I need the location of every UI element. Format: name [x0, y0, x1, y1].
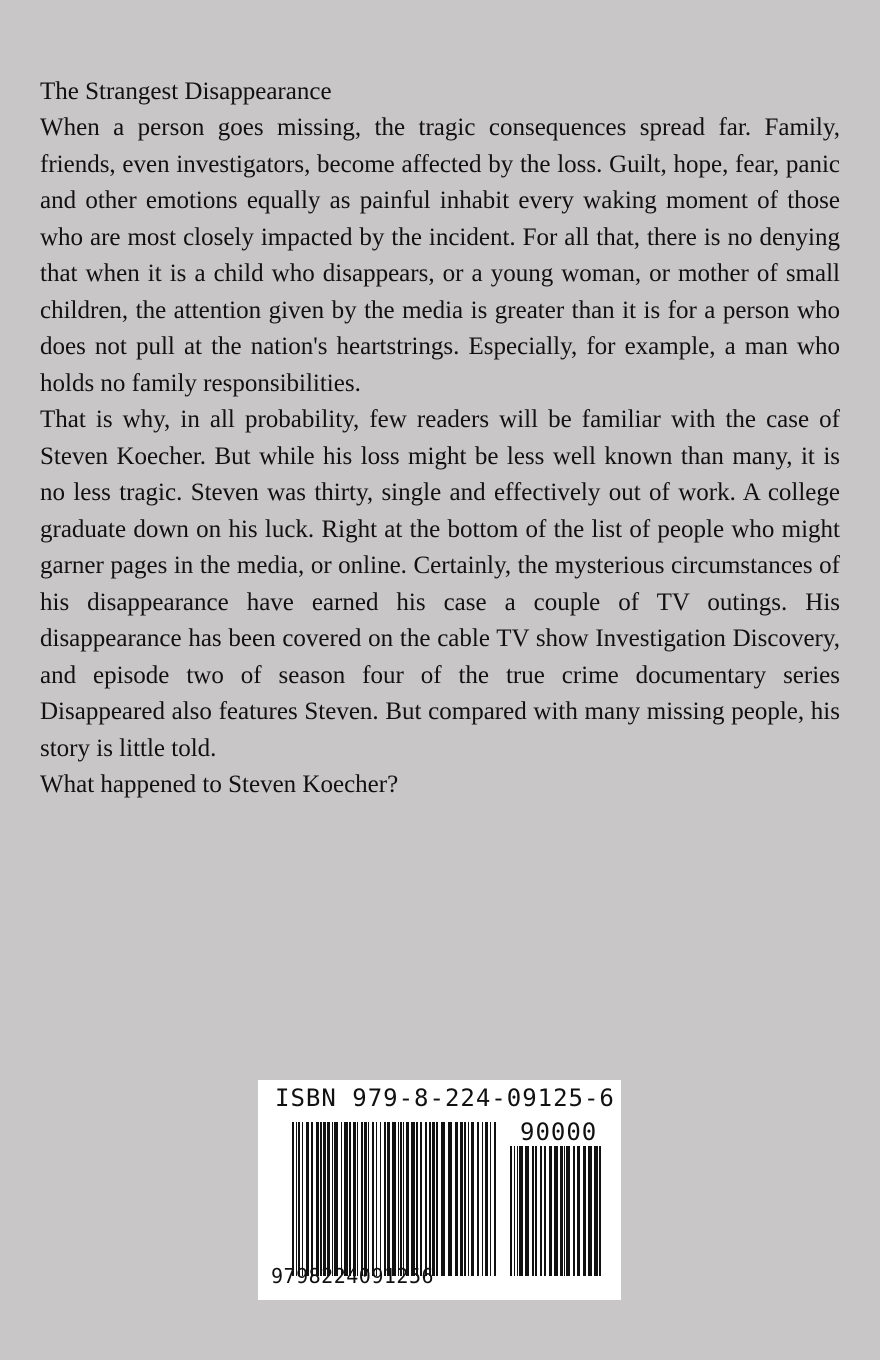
ean-bar — [416, 1122, 418, 1276]
ean-bar — [376, 1122, 377, 1276]
ean-bar — [432, 1122, 435, 1276]
ean-bar — [387, 1122, 390, 1276]
ean-bar — [455, 1122, 458, 1276]
ean-bar — [344, 1122, 348, 1276]
ean-bar — [411, 1122, 415, 1276]
ean-bar — [406, 1122, 409, 1276]
addon-bar — [583, 1146, 586, 1276]
closing-question: What happened to Steven Koecher? — [40, 771, 399, 798]
addon-bar — [517, 1146, 518, 1276]
addon-bar — [525, 1146, 529, 1276]
book-blurb-title: The Strangest Disappearance — [40, 78, 332, 105]
addon-bar — [532, 1146, 534, 1276]
ean-bar — [323, 1122, 326, 1276]
addon-bar — [549, 1146, 552, 1276]
ean-bar — [429, 1122, 431, 1276]
ean-bar — [460, 1122, 463, 1276]
ean-bar — [384, 1122, 386, 1276]
addon-bar — [535, 1146, 537, 1276]
addon-bar — [510, 1146, 512, 1276]
ean-bar — [403, 1122, 404, 1276]
ean-bar — [425, 1122, 427, 1276]
addon-bar — [544, 1146, 546, 1276]
ean-bar — [448, 1122, 452, 1276]
ean-bar — [477, 1122, 479, 1276]
addon-bar — [540, 1146, 542, 1276]
ean-bar — [441, 1122, 445, 1276]
ean-bar — [464, 1122, 466, 1276]
ean-bar — [349, 1122, 351, 1276]
ean-bar — [353, 1122, 356, 1276]
ean-bar — [490, 1122, 491, 1276]
ean-bar — [302, 1122, 303, 1276]
ean-bar — [296, 1122, 297, 1276]
ean-bar — [320, 1122, 322, 1276]
blurb-paragraph-2: That is why, in all probability, few readers will be familiar with the case of Steven Koecher. But while his loss might be less well known than many, it is no less tragic. Steven was thirty, single and effectively out of work. A college graduate down on his luck. Right at the bottom of the list of people who might garner pages in the media, or online. Certainly, the mysterious circumstances of his disappearance have earned his case a couple of TV outings. His disappearance has been covered on the cable TV show Investigation Discovery, and episode two of season four of the true crime documentary series Disappeared also features Steven. But compared with many missing people, his story is little told. — [40, 406, 840, 762]
addon-bar — [594, 1146, 598, 1276]
ean-bar — [361, 1122, 363, 1276]
isbn-label: ISBN 979-8-224-09125-6 — [275, 1084, 615, 1112]
ean-bar — [327, 1122, 330, 1276]
ean-bar — [471, 1122, 474, 1276]
ean-bar — [420, 1122, 422, 1276]
ean-bar — [485, 1122, 488, 1276]
ean-bar — [494, 1122, 496, 1276]
price-code: 90000 — [520, 1118, 598, 1146]
ean-bar — [341, 1122, 342, 1276]
ean-bar — [298, 1122, 300, 1276]
ean-bar — [372, 1122, 374, 1276]
addon-bar — [514, 1146, 515, 1276]
addon-bar — [566, 1146, 570, 1276]
isbn-barcode-box — [258, 1080, 621, 1300]
ean-bar — [368, 1122, 369, 1276]
ean-bar — [292, 1122, 294, 1276]
addon-bar — [588, 1146, 592, 1276]
ean-bar — [468, 1122, 469, 1276]
ean-bar — [482, 1122, 483, 1276]
ean-digits: 9798224091256 — [271, 1264, 435, 1288]
ean-bar — [400, 1122, 402, 1276]
ean-bar — [316, 1122, 319, 1276]
ean-bar — [332, 1122, 333, 1276]
addon-bar — [573, 1146, 575, 1276]
ean-bar — [398, 1122, 399, 1276]
blurb-paragraph-1: When a person goes missing, the tragic consequences spread far. Family, friends, even investigators, become affected by the loss. Guilt, hope, fear, panic and other emotions equally as painful inhabit every waking moment of those who are most closely impacted by the incident. For all that, there is no denying that when it is a child who disappears, or a young woman, or mother of small children, the attention given by the media is greater than it is for a person who does not pull at the nation's heartstrings. Especially, for example, a man who holds no family responsibilities. — [40, 114, 840, 397]
addon-bar — [560, 1146, 563, 1276]
ean-bar — [311, 1122, 313, 1276]
addon-bar — [554, 1146, 558, 1276]
ean-bar — [380, 1122, 381, 1276]
addon-bar — [577, 1146, 580, 1276]
back-cover-text — [40, 74, 840, 804]
addon-bar — [564, 1146, 565, 1276]
ean-bar — [392, 1122, 396, 1276]
ean-bar — [357, 1122, 358, 1276]
addon-bar — [599, 1146, 601, 1276]
ean-bar — [334, 1122, 338, 1276]
addon-bar — [519, 1146, 523, 1276]
ean-bar — [364, 1122, 367, 1276]
ean-bar — [306, 1122, 309, 1276]
ean-bar — [436, 1122, 438, 1276]
